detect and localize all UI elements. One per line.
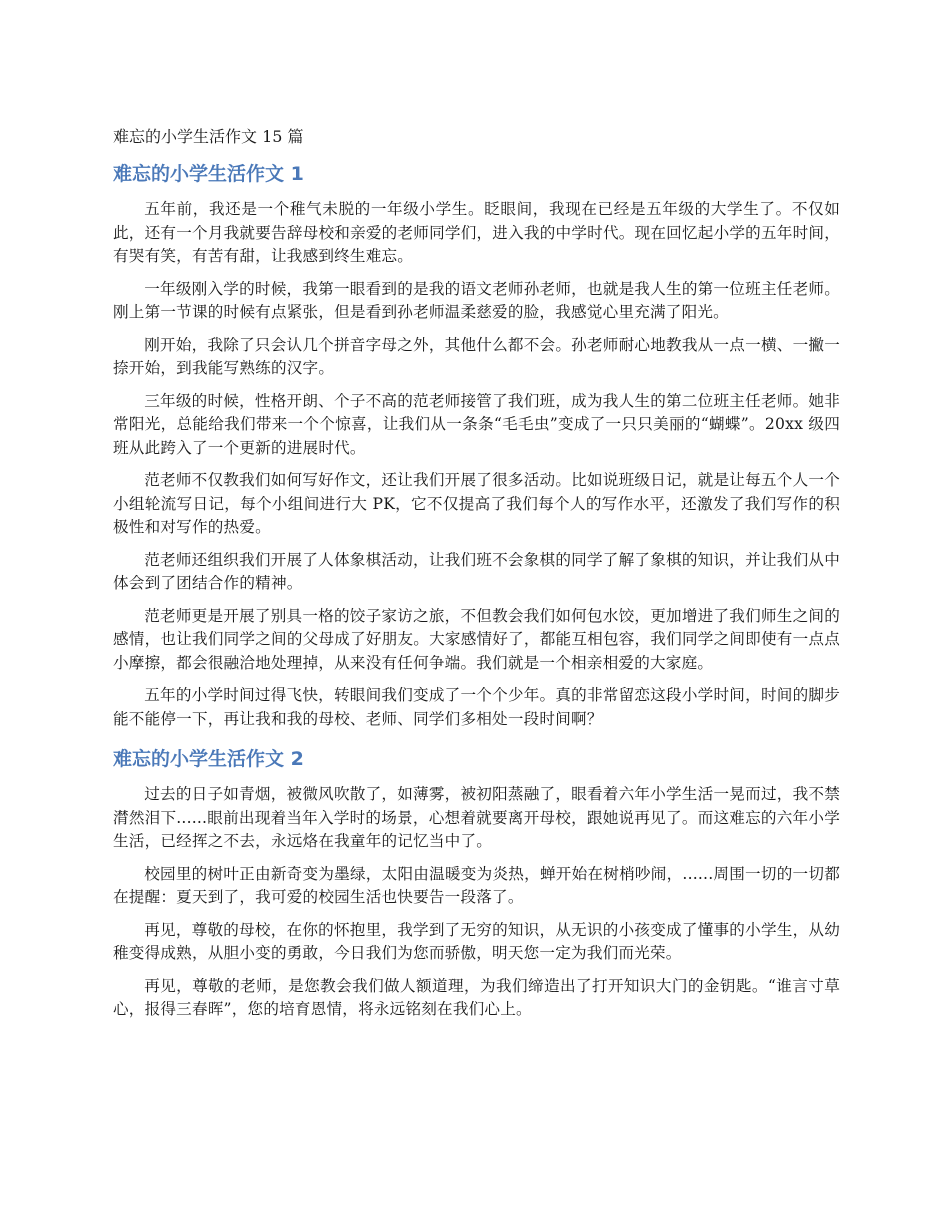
paragraph: 五年的小学时间过得飞快，转眼间我们变成了一个个少年。真的非常留恋这段小学时间，时间的脚步能不能停一下，再让我和我的母校、老师、同学们多相处一段时间啊？ — [113, 686, 840, 728]
paragraph: 再见，尊敬的老师，是您教会我们做人额道理，为我们缔造出了打开知识大门的金钥匙。“谁言寸草心，报得三春晖”，您的培育恩情，将永远铭刻在我们心上。 — [113, 976, 840, 1018]
paragraph: 范老师更是开展了别具一格的饺子家访之旅，不但教会我们如何包水饺，更加增进了我们师生之间的感情，也让我们同学之间的父母成了好朋友。大家感情好了，都能互相包容，我们同学之间即使有一点点小摩擦，都会很融洽地处理掉，从来没有任何争端。我们就是一个相亲相爱的大家庭。 — [113, 606, 840, 672]
paragraph: 刚开始，我除了只会认几个拼音字母之外，其他什么都不会。孙老师耐心地教我从一点一横、一撇一捺开始，到我能写熟练的汉字。 — [113, 335, 840, 377]
paragraph: 范老师还组织我们开展了人体象棋活动，让我们班不会象棋的同学了解了象棋的知识，并让我们从中体会到了团结合作的精神。 — [113, 550, 840, 592]
document-title: 难忘的小学生活作文 15 篇 — [113, 127, 304, 146]
paragraph: 一年级刚入学的时候，我第一眼看到的是我的语文老师孙老师，也就是我人生的第一位班主任老师。刚上第一节课的时候有点紧张，但是看到孙老师温柔慈爱的脸，我感觉心里充满了阳光。 — [113, 279, 840, 321]
section-heading: 难忘的小学生活作文 2 — [113, 748, 304, 770]
essay-section-1 — [113, 160, 840, 731]
paragraph: 范老师不仅教我们如何写好作文，还让我们开展了很多活动。比如说班级日记，就是让每五个人一个小组轮流写日记，每个小组间进行大 PK，它不仅提高了我们每个人的写作水平，还激发了我们写作的积极性和对写作的热爱。 — [113, 471, 840, 536]
paragraph: 校园里的树叶正由新奇变为墨绿，太阳由温暖变为炎热，蝉开始在树梢吵闹，......周围一切的一切都在提醒：夏天到了，我可爱的校园生活也快要告一段落了。 — [113, 864, 840, 906]
paragraph: 再见，尊敬的母校，在你的怀抱里，我学到了无穷的知识，从无识的小孩变成了懂事的小学生，从幼稚变得成熟，从胆小变的勇敢，今日我们为您而骄傲，明天您一定为我们而光荣。 — [113, 920, 840, 962]
paragraph: 三年级的时候，性格开朗、个子不高的范老师接管了我们班，成为我人生的第二位班主任老师。她非常阳光，总能给我们带来一个个惊喜，让我们从一条条“毛毛虫”变成了一只只美丽的“蝴蝶”。20xx 级四班从此跨入了一个更新的进展时代。 — [113, 391, 840, 457]
essay-section-2 — [113, 745, 840, 1022]
paragraph: 五年前，我还是一个稚气未脱的一年级小学生。眨眼间，我现在已经是五年级的大学生了。不仅如此，还有一个月我就要告辞母校和亲爱的老师同学们，进入我的中学时代。现在回忆起小学的五年时间，有哭有笑，有苦有甜，让我感到终生难忘。 — [113, 200, 840, 265]
paragraph: 过去的日子如青烟，被微风吹散了，如薄雾，被初阳蒸融了，眼看着六年小学生活一晃而过，我不禁潸然泪下......眼前出现着当年入学时的场景，心想着就要离开母校，跟她说再见了。而这难忘的六年小学生活，已经挥之不去，永远烙在我童年的记忆当中了。 — [113, 785, 840, 850]
section-heading: 难忘的小学生活作文 1 — [113, 163, 304, 185]
document-page — [113, 124, 840, 1036]
